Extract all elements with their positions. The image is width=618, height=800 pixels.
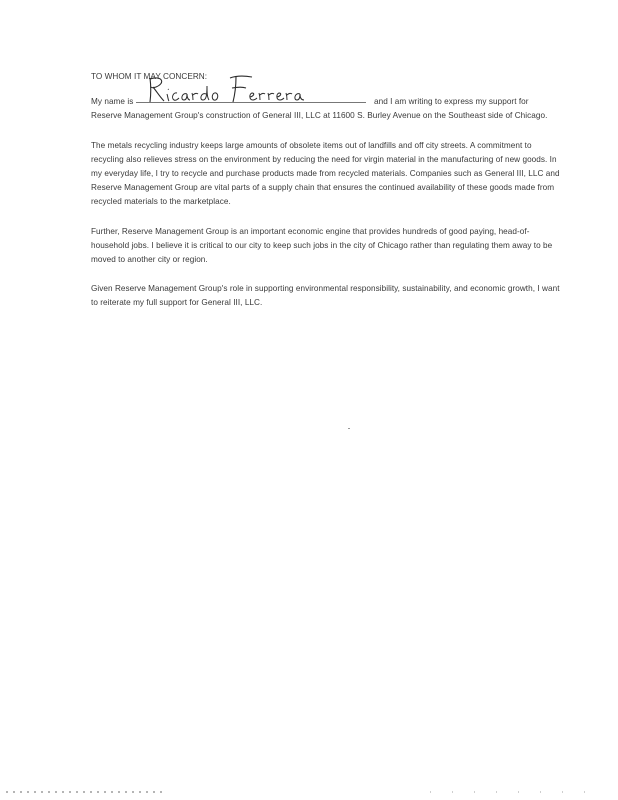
handwritten-signature [140, 72, 316, 106]
salutation: TO WHOM IT MAY CONCERN: [91, 72, 208, 81]
intro-body-text: and I am writing to express my support for Reserve Management Group's construction of General III, LLC at 11600 S. Burley Avenue on the Southeast side of Chicago. [91, 97, 548, 121]
letter-body [91, 70, 561, 326]
paragraph-economic: Further, Reserve Management Group is an important economic engine that provides hundreds of good paying, head-of-household jobs. I believe it is critical to our city to keep such jobs in the city of Chicago rather than regulating them away to be moved to another city or region. [91, 226, 553, 265]
intro-lead-text: My name is [91, 97, 134, 107]
intro-paragraph [91, 90, 561, 123]
scan-edge-artifact [6, 791, 166, 793]
paragraph-closing: Given Reserve Management Group's role in supporting environmental responsibility, sustainability, and economic growth, I want to reiterate my full support for General III, LLC. [91, 284, 560, 308]
signature-field [136, 90, 372, 104]
paragraph-recycling: The metals recycling industry keeps large amounts of obsolete items out of landfills and off city streets. A commitment to recycling also relieves stress on the environment by reducing the need for virgin material in the manufacturing of new goods. In my everyday life, I try to recycle and purchase products made from recycled materials. Companies such as General III, LLC and Reserve Management Group are vital parts of a supply chain that ensures the continued availability of these goods made from recycled materials to the marketplace. [91, 140, 560, 207]
scan-edge-artifact-right [430, 791, 600, 793]
scan-speck [348, 428, 350, 429]
